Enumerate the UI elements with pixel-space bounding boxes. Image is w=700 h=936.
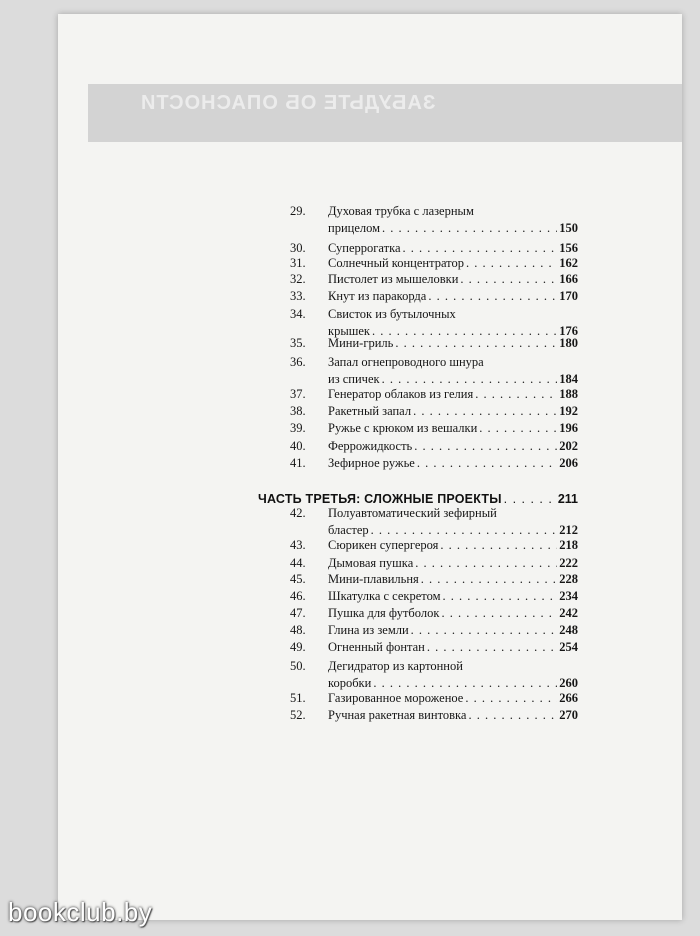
- entry-title: Зефирное ружье: [328, 457, 415, 470]
- leader-dots: [413, 405, 557, 418]
- toc-entry[interactable]: [290, 507, 578, 539]
- leader-dots: [382, 373, 558, 386]
- leader-dots: [460, 273, 557, 286]
- toc-entry[interactable]: [290, 422, 578, 438]
- toc-entry[interactable]: [290, 308, 578, 340]
- toc-entry[interactable]: [290, 660, 578, 692]
- leader-dots: [417, 457, 557, 470]
- toc-entry[interactable]: [290, 337, 578, 353]
- entry-title: Пушка для футболок: [328, 607, 440, 620]
- entry-page-number: 180: [559, 337, 578, 350]
- entry-number: 30.: [290, 241, 306, 255]
- entry-title: Дегидратор из картонной: [328, 660, 463, 673]
- entry-title-continued: прицелом: [328, 222, 381, 235]
- entry-number: 31.: [290, 256, 306, 270]
- toc-entry[interactable]: [290, 624, 578, 640]
- entry-title: Сюрикен супергероя: [328, 539, 439, 552]
- leader-dots: [372, 325, 557, 338]
- leader-dots: [475, 388, 557, 401]
- entry-title-continued: коробки: [328, 677, 372, 690]
- leader-dots: [440, 539, 557, 552]
- entry-title: Пистолет из мышеловки: [328, 273, 459, 286]
- entry-number: 44.: [290, 556, 306, 570]
- entry-title: Солнечный концентратор: [328, 257, 464, 270]
- entry-page-number: 196: [559, 422, 578, 435]
- entry-title: Шкатулка с секретом: [328, 590, 441, 603]
- entry-page-number: 150: [559, 222, 578, 235]
- toc-entry[interactable]: [290, 692, 578, 708]
- entry-title: Ручная ракетная винтовка: [328, 709, 467, 722]
- entry-title: Кнут из паракорда: [328, 290, 427, 303]
- entry-number: 46.: [290, 589, 306, 603]
- leader-dots: [403, 242, 558, 255]
- toc-entry[interactable]: [290, 356, 578, 388]
- entry-number: 50.: [290, 659, 306, 673]
- entry-page-number: 156: [559, 242, 578, 255]
- entry-page-number: 234: [559, 590, 578, 603]
- entry-title: Глина из земли: [328, 624, 409, 637]
- toc-entry[interactable]: [290, 440, 578, 456]
- entry-number: 37.: [290, 387, 306, 401]
- leader-dots: [371, 524, 558, 537]
- entry-title: Генератор облаков из гелия: [328, 388, 474, 401]
- leader-dots: [466, 257, 557, 270]
- entry-page-number: 170: [559, 290, 578, 303]
- leader-dots: [428, 290, 557, 303]
- entry-number: 36.: [290, 355, 306, 369]
- toc-entry[interactable]: [290, 457, 578, 473]
- entry-title: Мини-плавильня: [328, 573, 419, 586]
- entry-title: Суперрогатка: [328, 242, 401, 255]
- entry-title: Ракетный запал: [328, 405, 412, 418]
- entry-page-number: 228: [559, 573, 578, 586]
- entry-page-number: 270: [559, 709, 578, 722]
- entry-number: 35.: [290, 336, 306, 350]
- entry-title: Огненный фонтан: [328, 641, 425, 654]
- toc-entry[interactable]: [290, 405, 578, 421]
- entry-number: 29.: [290, 204, 306, 218]
- toc-entry[interactable]: [290, 290, 578, 306]
- entry-number: 32.: [290, 272, 306, 286]
- toc-entry[interactable]: [290, 557, 578, 573]
- toc-entry[interactable]: [290, 257, 578, 273]
- entry-title: Феррожидкость: [328, 440, 413, 453]
- toc-entry[interactable]: [290, 539, 578, 555]
- watermark-logo: bookclub.by: [8, 897, 153, 927]
- entry-number: 51.: [290, 691, 306, 705]
- toc-entry[interactable]: [290, 709, 578, 725]
- entry-number: 34.: [290, 307, 306, 321]
- entry-page-number: 248: [559, 624, 578, 637]
- leader-dots: [411, 624, 558, 637]
- entry-title: Полуавтоматический зефирный: [328, 507, 497, 520]
- entry-number: 40.: [290, 439, 306, 453]
- leader-dots: [504, 493, 556, 506]
- entry-page-number: 254: [559, 641, 578, 654]
- entry-title: Ружье с крюком из вешалки: [328, 422, 478, 435]
- leader-dots: [414, 440, 557, 453]
- entry-page-number: 260: [559, 677, 578, 690]
- entry-page-number: 202: [559, 440, 578, 453]
- leader-dots: [443, 590, 558, 603]
- toc-entry[interactable]: [290, 573, 578, 589]
- entry-number: 48.: [290, 623, 306, 637]
- entry-page-number: 166: [559, 273, 578, 286]
- section-page: 211: [557, 492, 578, 506]
- toc-entry[interactable]: [290, 205, 578, 237]
- entry-number: 43.: [290, 538, 306, 552]
- entry-title: Газированное мороженое: [328, 692, 464, 705]
- toc-entry[interactable]: [290, 641, 578, 657]
- header-bleed-text: ЗАБУДЬТЕ ОБ ОПАСНОСТИ: [140, 92, 436, 114]
- leader-dots: [479, 422, 557, 435]
- entry-page-number: 222: [559, 557, 578, 570]
- entry-page-number: 266: [559, 692, 578, 705]
- leader-dots: [373, 677, 557, 690]
- toc-entry[interactable]: [290, 273, 578, 289]
- toc-entry[interactable]: [290, 388, 578, 404]
- entry-title-continued: крышек: [328, 325, 370, 338]
- toc-entry[interactable]: [290, 242, 578, 258]
- entry-number: 41.: [290, 456, 306, 470]
- entry-page-number: 184: [559, 373, 578, 386]
- entry-title: Запал огнепроводного шнура: [328, 356, 484, 369]
- entry-number: 39.: [290, 421, 306, 435]
- entry-page-number: 206: [559, 457, 578, 470]
- leader-dots: [441, 607, 557, 620]
- entry-number: 33.: [290, 289, 306, 303]
- entry-page-number: 176: [559, 325, 578, 338]
- entry-title-continued: из спичек: [328, 373, 380, 386]
- toc-entry[interactable]: [290, 607, 578, 623]
- leader-dots: [465, 692, 557, 705]
- leader-dots: [468, 709, 557, 722]
- section-title: ЧАСТЬ ТРЕТЬЯ: СЛОЖНЫЕ ПРОЕКТЫ: [258, 492, 502, 506]
- entry-title: Дымовая пушка: [328, 557, 414, 570]
- entry-page-number: 188: [559, 388, 578, 401]
- entry-page-number: 242: [559, 607, 578, 620]
- entry-page-number: 162: [559, 257, 578, 270]
- leader-dots: [421, 573, 557, 586]
- entry-title-continued: бластер: [328, 524, 369, 537]
- entry-page-number: 212: [559, 524, 578, 537]
- entry-title: Духовая трубка с лазерным: [328, 205, 474, 218]
- entry-number: 38.: [290, 404, 306, 418]
- leader-dots: [382, 222, 557, 235]
- entry-title: Свисток из бутылочных: [328, 308, 456, 321]
- leader-dots: [427, 641, 557, 654]
- entry-number: 45.: [290, 572, 306, 586]
- entry-page-number: 192: [559, 405, 578, 418]
- entry-number: 49.: [290, 640, 306, 654]
- entry-title: Мини-гриль: [328, 337, 394, 350]
- leader-dots: [395, 337, 557, 350]
- leader-dots: [415, 557, 557, 570]
- section-heading[interactable]: [258, 493, 578, 506]
- toc-entry[interactable]: [290, 590, 578, 606]
- entry-number: 47.: [290, 606, 306, 620]
- entry-page-number: 218: [559, 539, 578, 552]
- entry-number: 52.: [290, 708, 306, 722]
- entry-number: 42.: [290, 506, 306, 520]
